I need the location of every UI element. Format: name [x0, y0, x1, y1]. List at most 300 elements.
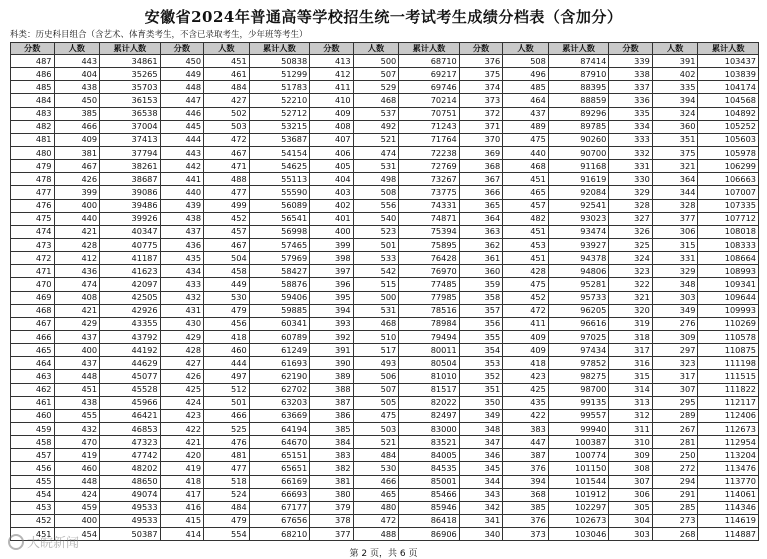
cumulative-cell: 45966 — [100, 396, 160, 409]
count-cell: 418 — [204, 330, 250, 343]
count-cell: 447 — [503, 436, 549, 449]
table-row — [11, 173, 759, 186]
score-cell: 368 — [459, 160, 503, 173]
count-cell: 501 — [353, 238, 399, 251]
table-row — [11, 330, 759, 343]
table-row — [11, 436, 759, 449]
score-cell: 404 — [310, 173, 354, 186]
cumulative-cell: 92084 — [548, 186, 608, 199]
score-cell: 315 — [609, 370, 653, 383]
cumulative-cell: 97025 — [548, 330, 608, 343]
score-cell: 394 — [310, 304, 354, 317]
cumulative-cell: 86418 — [399, 514, 459, 527]
count-cell: 419 — [54, 449, 100, 462]
cumulative-cell: 100387 — [548, 436, 608, 449]
score-cell: 337 — [609, 81, 653, 94]
cumulative-cell: 82497 — [399, 409, 459, 422]
cumulative-cell: 54154 — [249, 146, 309, 159]
cumulative-cell: 108993 — [698, 265, 759, 278]
score-cell: 379 — [310, 501, 354, 514]
cumulative-cell: 112406 — [698, 409, 759, 422]
cumulative-cell: 80504 — [399, 357, 459, 370]
count-cell: 422 — [503, 409, 549, 422]
cumulative-cell: 43792 — [100, 330, 160, 343]
cumulative-cell: 97852 — [548, 357, 608, 370]
cumulative-cell: 35265 — [100, 68, 160, 81]
count-cell: 472 — [503, 304, 549, 317]
score-cell: 310 — [609, 436, 653, 449]
count-cell: 272 — [652, 462, 698, 475]
cumulative-cell: 53687 — [249, 133, 309, 146]
score-cell: 446 — [160, 107, 204, 120]
score-cell: 343 — [459, 488, 503, 501]
score-cell: 335 — [609, 107, 653, 120]
table-header-row — [11, 43, 759, 55]
cumulative-cell: 80011 — [399, 344, 459, 357]
cumulative-cell: 103046 — [548, 528, 608, 541]
cumulative-cell: 49074 — [100, 488, 160, 501]
count-cell: 518 — [204, 475, 250, 488]
table-row — [11, 133, 759, 146]
count-cell: 381 — [54, 146, 100, 159]
score-cell: 408 — [310, 120, 354, 133]
score-cell: 487 — [11, 55, 55, 68]
count-cell: 438 — [54, 81, 100, 94]
count-cell: 400 — [54, 514, 100, 527]
cumulative-cell: 106663 — [698, 173, 759, 186]
count-cell: 468 — [353, 317, 399, 330]
count-cell: 468 — [353, 94, 399, 107]
table-row — [11, 252, 759, 265]
cumulative-cell: 38261 — [100, 160, 160, 173]
cumulative-cell: 94806 — [548, 265, 608, 278]
cumulative-cell: 63669 — [249, 409, 309, 422]
cumulative-cell: 61693 — [249, 357, 309, 370]
count-cell: 438 — [54, 396, 100, 409]
cumulative-cell: 60341 — [249, 317, 309, 330]
score-cell: 418 — [160, 475, 204, 488]
count-cell: 376 — [503, 514, 549, 527]
score-cell: 469 — [11, 291, 55, 304]
count-cell: 400 — [54, 344, 100, 357]
score-cell: 415 — [160, 514, 204, 527]
score-cell: 431 — [160, 304, 204, 317]
cumulative-cell: 59406 — [249, 291, 309, 304]
score-cell: 485 — [11, 81, 55, 94]
cumulative-cell: 73267 — [399, 173, 459, 186]
count-cell: 525 — [204, 422, 250, 435]
score-cell: 373 — [459, 94, 503, 107]
cumulative-cell: 62702 — [249, 383, 309, 396]
count-cell: 418 — [503, 357, 549, 370]
score-cell: 474 — [11, 225, 55, 238]
cumulative-cell: 46421 — [100, 409, 160, 422]
score-cell: 347 — [459, 436, 503, 449]
table-row — [11, 68, 759, 81]
cumulative-cell: 41187 — [100, 252, 160, 265]
score-cell: 429 — [160, 330, 204, 343]
score-cell: 349 — [459, 409, 503, 422]
score-cell: 433 — [160, 278, 204, 291]
count-cell: 510 — [353, 330, 399, 343]
score-cell: 365 — [459, 199, 503, 212]
count-cell: 458 — [204, 265, 250, 278]
count-cell: 448 — [54, 370, 100, 383]
column-header: 分数 — [459, 43, 503, 55]
score-cell: 352 — [459, 370, 503, 383]
score-cell: 452 — [11, 514, 55, 527]
count-cell: 466 — [54, 120, 100, 133]
cumulative-cell: 108664 — [698, 252, 759, 265]
count-cell: 360 — [652, 120, 698, 133]
count-cell: 306 — [652, 225, 698, 238]
table-row — [11, 278, 759, 291]
count-cell: 496 — [503, 68, 549, 81]
score-cell: 426 — [160, 370, 204, 383]
table-row — [11, 409, 759, 422]
count-cell: 540 — [353, 212, 399, 225]
score-cell: 448 — [160, 81, 204, 94]
cumulative-cell: 48650 — [100, 475, 160, 488]
count-cell: 508 — [353, 186, 399, 199]
score-cell: 458 — [11, 436, 55, 449]
table-row — [11, 357, 759, 370]
score-cell: 409 — [310, 107, 354, 120]
score-cell: 366 — [459, 186, 503, 199]
cumulative-cell: 110875 — [698, 344, 759, 357]
cumulative-cell: 60789 — [249, 330, 309, 343]
cumulative-cell: 61249 — [249, 344, 309, 357]
count-cell: 432 — [54, 422, 100, 435]
count-cell: 484 — [353, 449, 399, 462]
cumulative-cell: 42097 — [100, 278, 160, 291]
score-cell: 312 — [609, 409, 653, 422]
score-cell: 372 — [459, 107, 503, 120]
cumulative-cell: 87414 — [548, 55, 608, 68]
score-cell: 445 — [160, 120, 204, 133]
score-cell: 402 — [310, 199, 354, 212]
count-cell: 530 — [353, 462, 399, 475]
cumulative-cell: 77485 — [399, 278, 459, 291]
score-cell: 476 — [11, 199, 55, 212]
count-cell: 428 — [503, 265, 549, 278]
score-cell: 391 — [310, 344, 354, 357]
cumulative-cell: 39926 — [100, 212, 160, 225]
count-cell: 421 — [54, 304, 100, 317]
score-cell: 471 — [11, 265, 55, 278]
table-row — [11, 317, 759, 330]
score-cell: 437 — [160, 225, 204, 238]
count-cell: 368 — [503, 488, 549, 501]
count-cell: 500 — [353, 291, 399, 304]
score-cell: 354 — [459, 344, 503, 357]
count-cell: 291 — [652, 488, 698, 501]
cumulative-cell: 78984 — [399, 317, 459, 330]
cumulative-cell: 86906 — [399, 528, 459, 541]
count-cell: 455 — [54, 409, 100, 422]
cumulative-cell: 56998 — [249, 225, 309, 238]
count-cell: 331 — [652, 252, 698, 265]
score-cell: 339 — [609, 55, 653, 68]
count-cell: 448 — [54, 475, 100, 488]
cumulative-cell: 72769 — [399, 160, 459, 173]
count-cell: 503 — [353, 422, 399, 435]
score-cell: 341 — [459, 514, 503, 527]
count-cell: 474 — [54, 278, 100, 291]
cumulative-cell: 44192 — [100, 344, 160, 357]
cumulative-cell: 85001 — [399, 475, 459, 488]
score-cell: 304 — [609, 514, 653, 527]
count-cell: 489 — [503, 120, 549, 133]
score-cell: 313 — [609, 396, 653, 409]
count-cell: 515 — [353, 278, 399, 291]
count-cell: 468 — [503, 160, 549, 173]
score-cell: 419 — [160, 462, 204, 475]
column-header: 分数 — [609, 43, 653, 55]
cumulative-cell: 37004 — [100, 120, 160, 133]
score-cell: 338 — [609, 68, 653, 81]
table-row — [11, 55, 759, 68]
count-cell: 531 — [353, 304, 399, 317]
count-cell: 440 — [503, 146, 549, 159]
count-cell: 423 — [503, 370, 549, 383]
score-cell: 345 — [459, 462, 503, 475]
count-cell: 524 — [204, 488, 250, 501]
score-cell: 331 — [609, 160, 653, 173]
cumulative-cell: 106299 — [698, 160, 759, 173]
cumulative-cell: 71243 — [399, 120, 459, 133]
count-cell: 324 — [652, 107, 698, 120]
watermark — [8, 532, 79, 551]
count-cell: 295 — [652, 396, 698, 409]
score-cell: 411 — [310, 81, 354, 94]
score-cell: 359 — [459, 278, 503, 291]
score-cell: 461 — [11, 396, 55, 409]
count-cell: 556 — [353, 199, 399, 212]
score-cell: 427 — [160, 357, 204, 370]
page-title: 安徽省2024年普通高等学校招生统一考试考生成绩分档表（含加分） — [144, 8, 623, 26]
cumulative-cell: 70214 — [399, 94, 459, 107]
cumulative-cell: 112117 — [698, 396, 759, 409]
cumulative-cell: 68210 — [249, 528, 309, 541]
count-cell: 267 — [652, 422, 698, 435]
count-cell: 303 — [652, 291, 698, 304]
score-cell: 399 — [310, 238, 354, 251]
count-cell: 484 — [204, 501, 250, 514]
column-header: 累计人数 — [249, 43, 309, 55]
cumulative-cell: 108333 — [698, 238, 759, 251]
count-cell: 508 — [503, 55, 549, 68]
count-cell: 268 — [652, 528, 698, 541]
count-cell: 408 — [54, 291, 100, 304]
score-cell: 350 — [459, 396, 503, 409]
count-cell: 460 — [204, 344, 250, 357]
cumulative-cell: 94378 — [548, 252, 608, 265]
cumulative-cell: 39086 — [100, 186, 160, 199]
cumulative-cell: 74871 — [399, 212, 459, 225]
cumulative-cell: 62190 — [249, 370, 309, 383]
cumulative-cell: 105603 — [698, 133, 759, 146]
cumulative-cell: 84535 — [399, 462, 459, 475]
cumulative-cell: 89785 — [548, 120, 608, 133]
cumulative-cell: 97434 — [548, 344, 608, 357]
score-cell: 430 — [160, 317, 204, 330]
count-cell: 466 — [204, 409, 250, 422]
cumulative-cell: 65151 — [249, 449, 309, 462]
table-row — [11, 396, 759, 409]
cumulative-cell: 74331 — [399, 199, 459, 212]
cumulative-cell: 69217 — [399, 68, 459, 81]
score-cell: 384 — [310, 436, 354, 449]
table-row — [11, 475, 759, 488]
cumulative-cell: 50838 — [249, 55, 309, 68]
score-cell: 375 — [459, 68, 503, 81]
score-cell: 424 — [160, 396, 204, 409]
count-cell: 537 — [353, 107, 399, 120]
cumulative-cell: 91619 — [548, 173, 608, 186]
score-cell: 382 — [310, 462, 354, 475]
column-header: 人数 — [503, 43, 549, 55]
score-cell: 333 — [609, 133, 653, 146]
cumulative-cell: 108018 — [698, 225, 759, 238]
table-row — [11, 462, 759, 475]
score-cell: 464 — [11, 357, 55, 370]
cumulative-cell: 96616 — [548, 317, 608, 330]
cumulative-cell: 36538 — [100, 107, 160, 120]
score-cell: 387 — [310, 396, 354, 409]
cumulative-cell: 113204 — [698, 449, 759, 462]
cumulative-cell: 105978 — [698, 146, 759, 159]
count-cell: 321 — [652, 160, 698, 173]
score-cell: 377 — [310, 528, 354, 541]
cumulative-cell: 76970 — [399, 265, 459, 278]
count-cell: 507 — [353, 383, 399, 396]
count-cell: 411 — [503, 317, 549, 330]
cumulative-cell: 44629 — [100, 357, 160, 370]
cumulative-cell: 90260 — [548, 133, 608, 146]
column-header: 人数 — [652, 43, 698, 55]
count-cell: 437 — [54, 357, 100, 370]
cumulative-cell: 104174 — [698, 81, 759, 94]
cumulative-cell: 53215 — [249, 120, 309, 133]
count-cell: 375 — [652, 146, 698, 159]
count-cell: 460 — [54, 462, 100, 475]
count-cell: 485 — [503, 81, 549, 94]
count-cell: 349 — [652, 304, 698, 317]
cumulative-cell: 98275 — [548, 370, 608, 383]
count-cell: 376 — [503, 462, 549, 475]
count-cell: 499 — [204, 199, 250, 212]
score-cell: 371 — [459, 120, 503, 133]
table-row — [11, 199, 759, 212]
score-cell: 306 — [609, 488, 653, 501]
score-cell: 357 — [459, 304, 503, 317]
score-cell: 392 — [310, 330, 354, 343]
score-cell: 303 — [609, 528, 653, 541]
score-cell: 438 — [160, 212, 204, 225]
cumulative-cell: 42926 — [100, 304, 160, 317]
score-cell: 441 — [160, 173, 204, 186]
score-cell: 388 — [310, 383, 354, 396]
count-cell: 409 — [54, 133, 100, 146]
column-header: 分数 — [160, 43, 204, 55]
cumulative-cell: 107007 — [698, 186, 759, 199]
cumulative-cell: 70751 — [399, 107, 459, 120]
cumulative-cell: 98700 — [548, 383, 608, 396]
count-cell: 474 — [353, 146, 399, 159]
count-cell: 475 — [503, 133, 549, 146]
cumulative-cell: 104568 — [698, 94, 759, 107]
count-cell: 529 — [353, 81, 399, 94]
count-cell: 472 — [204, 133, 250, 146]
count-cell: 505 — [353, 396, 399, 409]
score-cell: 381 — [310, 475, 354, 488]
count-cell: 443 — [54, 55, 100, 68]
score-cell: 397 — [310, 265, 354, 278]
count-cell: 470 — [54, 436, 100, 449]
count-cell: 471 — [204, 160, 250, 173]
cumulative-cell: 114887 — [698, 528, 759, 541]
cumulative-cell: 85946 — [399, 501, 459, 514]
score-cell: 389 — [310, 370, 354, 383]
score-cell: 447 — [160, 94, 204, 107]
table-row — [11, 304, 759, 317]
cumulative-cell: 67656 — [249, 514, 309, 527]
cumulative-cell: 50387 — [100, 528, 160, 541]
count-cell: 554 — [204, 528, 250, 541]
score-cell: 420 — [160, 449, 204, 462]
cumulative-cell: 102297 — [548, 501, 608, 514]
count-cell: 387 — [503, 449, 549, 462]
count-cell: 507 — [353, 68, 399, 81]
cumulative-cell: 85466 — [399, 488, 459, 501]
cumulative-cell: 38687 — [100, 173, 160, 186]
score-cell: 472 — [11, 252, 55, 265]
cumulative-cell: 110269 — [698, 317, 759, 330]
cumulative-cell: 47323 — [100, 436, 160, 449]
column-header: 累计人数 — [548, 43, 608, 55]
table-row — [11, 370, 759, 383]
cumulative-cell: 58876 — [249, 278, 309, 291]
count-cell: 457 — [503, 199, 549, 212]
count-cell: 307 — [652, 383, 698, 396]
cumulative-cell: 67177 — [249, 501, 309, 514]
score-cell: 454 — [11, 488, 55, 501]
score-cell: 456 — [11, 462, 55, 475]
count-cell: 456 — [204, 317, 250, 330]
cumulative-cell: 83521 — [399, 436, 459, 449]
cumulative-cell: 114619 — [698, 514, 759, 527]
count-cell: 452 — [503, 291, 549, 304]
score-cell: 436 — [160, 238, 204, 251]
count-cell: 467 — [204, 238, 250, 251]
score-cell: 459 — [11, 422, 55, 435]
cumulative-cell: 58427 — [249, 265, 309, 278]
cumulative-cell: 76428 — [399, 252, 459, 265]
count-cell: 294 — [652, 475, 698, 488]
count-cell: 404 — [54, 68, 100, 81]
cumulative-cell: 35703 — [100, 81, 160, 94]
cumulative-cell: 47742 — [100, 449, 160, 462]
score-cell: 405 — [310, 160, 354, 173]
table-row — [11, 383, 759, 396]
score-cell: 406 — [310, 146, 354, 159]
score-cell: 327 — [609, 212, 653, 225]
score-cell: 386 — [310, 409, 354, 422]
cumulative-cell: 99557 — [548, 409, 608, 422]
score-cell: 453 — [11, 501, 55, 514]
score-cell: 351 — [459, 383, 503, 396]
